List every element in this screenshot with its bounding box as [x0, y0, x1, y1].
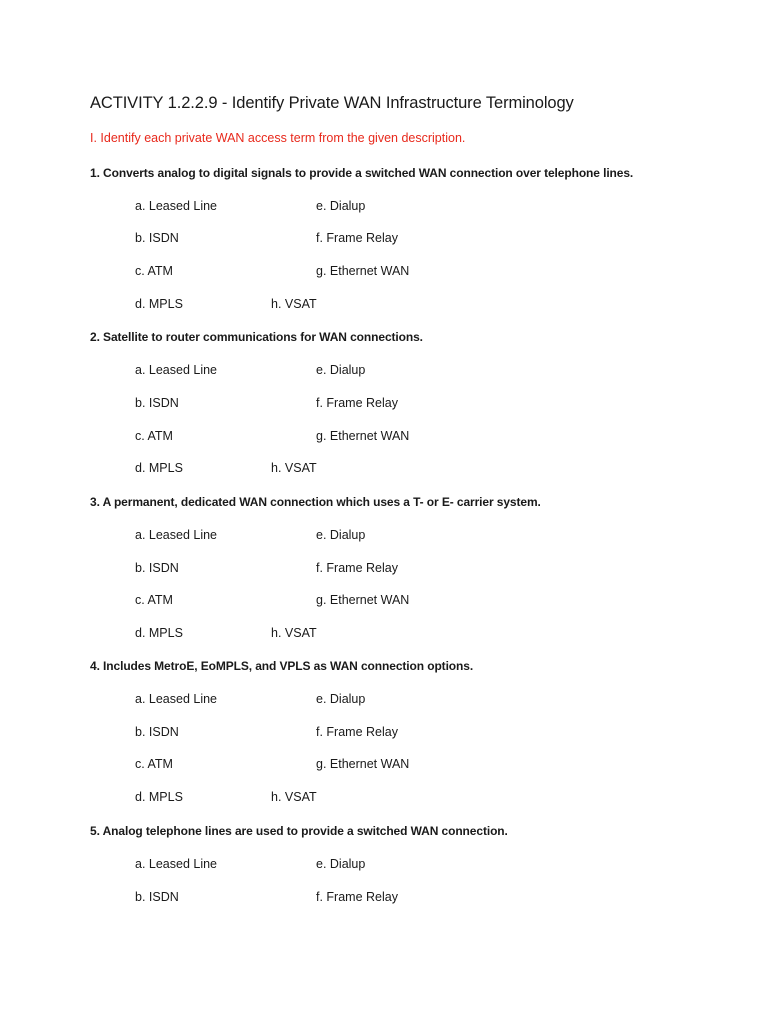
option-e: e. Dialup	[316, 363, 366, 377]
option-h: h. VSAT	[271, 297, 317, 311]
question-1: 1. Converts analog to digital signals to provide a switched WAN connection over telephone lines.	[90, 166, 634, 180]
option-f: f. Frame Relay	[316, 231, 398, 245]
question-2: 2. Satellite to router communications for WAN connections.	[90, 330, 423, 344]
option-e: e. Dialup	[316, 692, 366, 706]
option-d: d. MPLS	[135, 297, 183, 311]
option-h: h. VSAT	[271, 461, 317, 475]
option-c: c. ATM	[135, 429, 173, 443]
option-h: h. VSAT	[271, 790, 317, 804]
option-a: a. Leased Line	[135, 692, 218, 706]
option-e: e. Dialup	[316, 857, 366, 871]
option-f: f. Frame Relay	[316, 396, 398, 410]
option-f: f. Frame Relay	[316, 725, 398, 739]
option-a: a. Leased Line	[135, 363, 218, 377]
option-g: g. Ethernet WAN	[316, 429, 410, 443]
option-h: h. VSAT	[271, 626, 317, 640]
option-f: f. Frame Relay	[316, 561, 398, 575]
option-d: d. MPLS	[135, 461, 183, 475]
question-3: 3. A permanent, dedicated WAN connection which uses a T- or E- carrier system.	[90, 495, 541, 509]
option-d: d. MPLS	[135, 790, 183, 804]
instruction-text: I. Identify each private WAN access term from the given description.	[90, 131, 466, 145]
option-b: b. ISDN	[135, 231, 179, 245]
option-g: g. Ethernet WAN	[316, 757, 410, 771]
option-c: c. ATM	[135, 264, 173, 278]
option-b: b. ISDN	[135, 561, 179, 575]
option-b: b. ISDN	[135, 396, 179, 410]
page-title: ACTIVITY 1.2.2.9 - Identify Private WAN Infrastructure Terminology	[90, 94, 574, 112]
option-a: a. Leased Line	[135, 857, 218, 871]
option-g: g. Ethernet WAN	[316, 593, 410, 607]
option-g: g. Ethernet WAN	[316, 264, 410, 278]
question-5: 5. Analog telephone lines are used to provide a switched WAN connection.	[90, 824, 508, 838]
option-e: e. Dialup	[316, 199, 366, 213]
option-b: b. ISDN	[135, 890, 179, 904]
option-b: b. ISDN	[135, 725, 179, 739]
option-e: e. Dialup	[316, 528, 366, 542]
option-a: a. Leased Line	[135, 199, 218, 213]
option-d: d. MPLS	[135, 626, 183, 640]
option-a: a. Leased Line	[135, 528, 218, 542]
option-c: c. ATM	[135, 757, 173, 771]
option-c: c. ATM	[135, 593, 173, 607]
option-f: f. Frame Relay	[316, 890, 398, 904]
question-4: 4. Includes MetroE, EoMPLS, and VPLS as WAN connection options.	[90, 659, 474, 673]
